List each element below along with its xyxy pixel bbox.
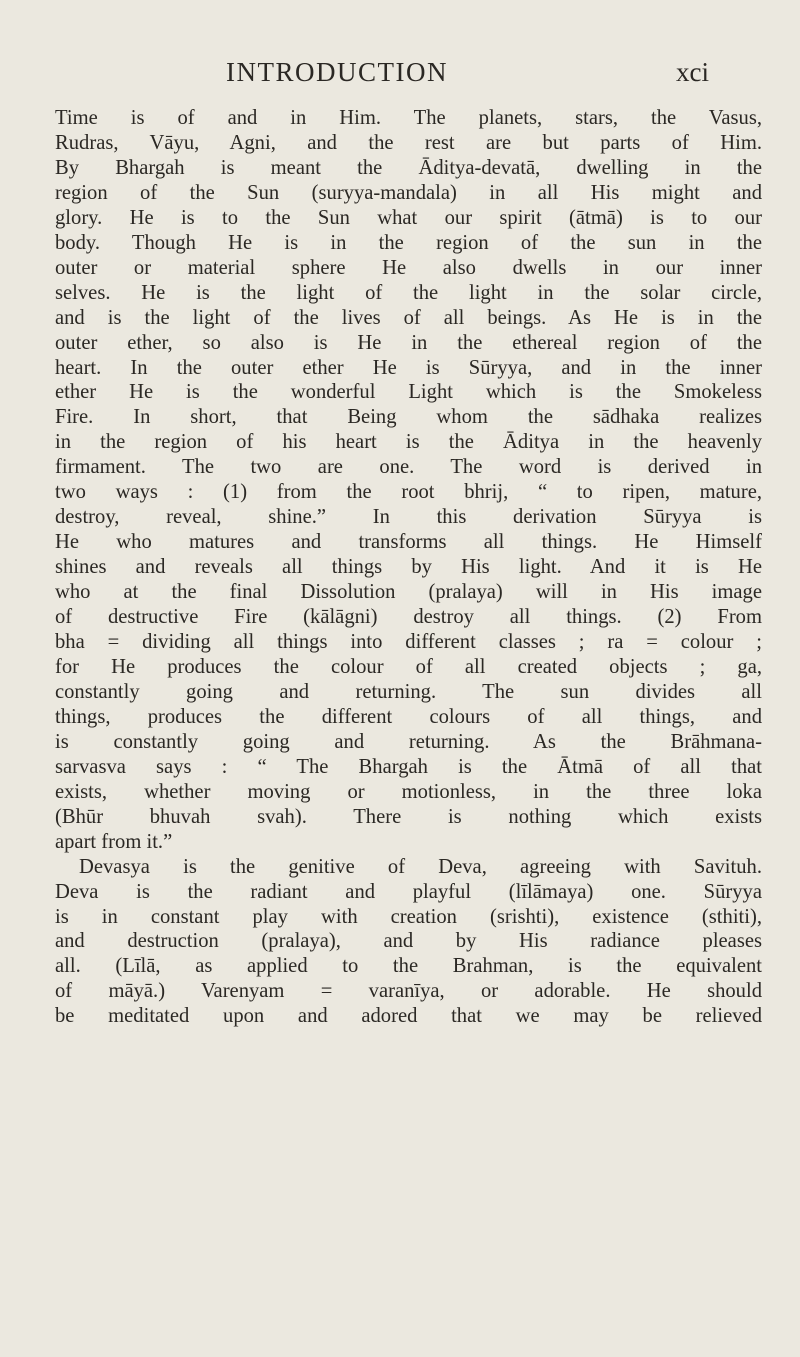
text-line: Deva is the radiant and playful (līlāmaya) one. Sūryya xyxy=(55,880,762,903)
running-title: INTRODUCTION xyxy=(226,57,448,87)
text-line: all. (Līlā, as applied to the Brahman, is the equivalent xyxy=(55,955,762,978)
text-line: heart. In the outer ether He is Sūryya, and in the inner xyxy=(55,356,762,379)
page-number: xci xyxy=(676,57,709,87)
text-line: of māyā.) Varenyam = varanīya, or adorable. He should xyxy=(55,980,762,1003)
text-line: destroy, reveal, shine.” In this derivation Sūryya is xyxy=(55,506,762,529)
text-line: exists, whether moving or motionless, in the three loka xyxy=(55,780,762,803)
text-line: outer or material sphere He also dwells in our inner xyxy=(55,256,762,279)
text-line: sarvasva says : “ The Bhargah is the Ātmā of all that xyxy=(55,755,762,778)
page-header xyxy=(0,52,800,92)
text-line: and destruction (pralaya), and by His radiance pleases xyxy=(55,930,762,953)
text-line: be meditated upon and adored that we may be relieved xyxy=(55,1005,762,1028)
text-line: in the region of his heart is the Āditya in the heavenly xyxy=(55,431,762,454)
text-line: of destructive Fire (kālāgni) destroy all things. (2) From xyxy=(55,606,762,629)
text-line: constantly going and returning. The sun divides all xyxy=(55,680,762,703)
text-line: firmament. The two are one. The word is derived in xyxy=(55,456,762,479)
text-line: bha = dividing all things into different classes ; ra = colour ; xyxy=(55,631,762,654)
text-line: things, produces the different colours of all things, and xyxy=(55,705,762,728)
text-line: Devasya is the genitive of Deva, agreeing with Savituh. xyxy=(79,855,762,878)
text-line: shines and reveals all things by His light. And it is He xyxy=(55,556,762,579)
text-line: (Bhūr bhuvah svah). There is nothing which exists xyxy=(55,805,762,828)
text-line: who at the final Dissolution (pralaya) will in His image xyxy=(55,581,762,604)
text-line: Fire. In short, that Being whom the sādhaka realizes xyxy=(55,406,762,429)
body-text xyxy=(55,106,762,1029)
text-line: is constantly going and returning. As the Brāhmana- xyxy=(55,730,762,753)
paragraph-end-line: apart from it.” xyxy=(55,830,173,853)
text-line: region of the Sun (suryya-mandala) in all His might and xyxy=(55,181,762,204)
text-line: ether He is the wonderful Light which is the Smokeless xyxy=(55,381,762,404)
text-line: outer ether, so also is He in the ethereal region of the xyxy=(55,331,762,354)
text-line: body. Though He is in the region of the sun in the xyxy=(55,231,762,254)
text-line: Time is of and in Him. The planets, stars, the Vasus, xyxy=(55,107,762,129)
text-line: Rudras, Vāyu, Agni, and the rest are but parts of Him. xyxy=(55,131,762,154)
text-line: for He produces the colour of all created objects ; ga, xyxy=(55,655,762,678)
text-line: two ways : (1) from the root bhrij, “ to ripen, mature, xyxy=(55,481,762,504)
text-line: is in constant play with creation (srishti), existence (sthiti), xyxy=(55,905,762,928)
text-line: He who matures and transforms all things. He Himself xyxy=(55,531,762,554)
text-line: and is the light of the lives of all beings. As He is in the xyxy=(55,306,762,329)
text-line: glory. He is to the Sun what our spirit (ātmā) is to our xyxy=(55,206,762,229)
text-line: By Bhargah is meant the Āditya-devatā, dwelling in the xyxy=(55,156,762,179)
text-line: selves. He is the light of the light in the solar circle, xyxy=(55,281,762,304)
